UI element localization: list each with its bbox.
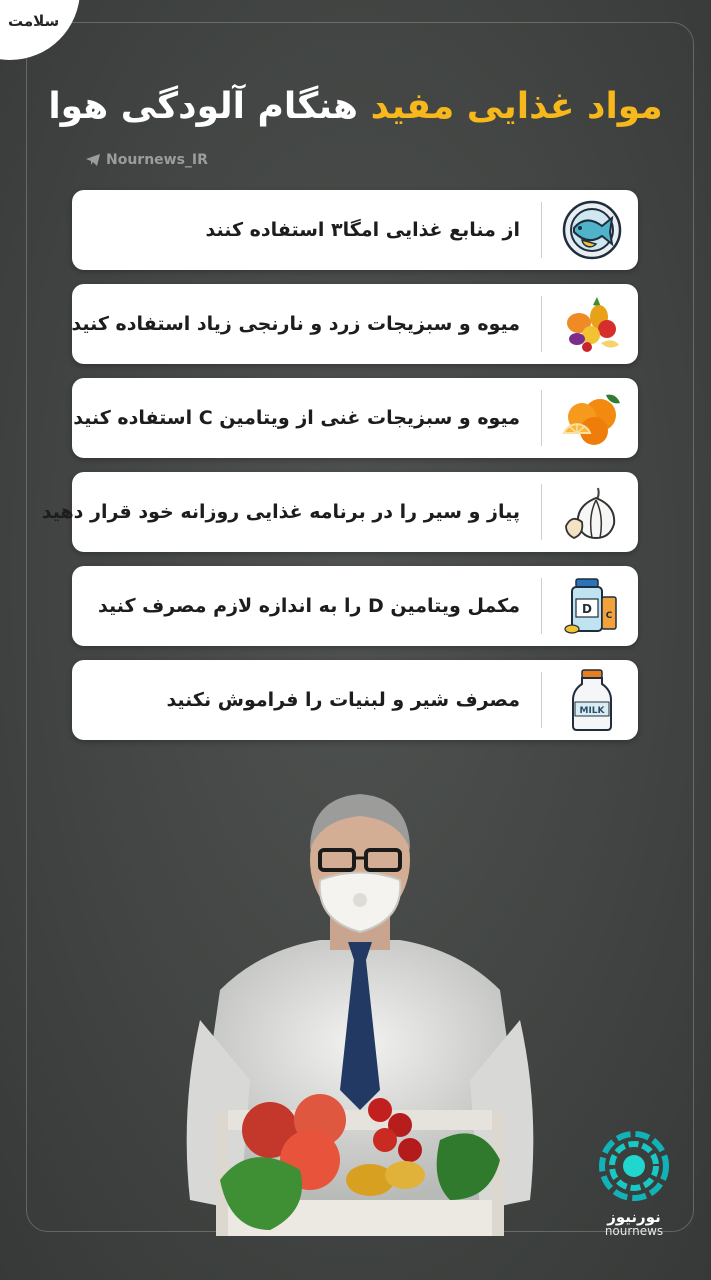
page-title xyxy=(0,86,711,127)
list-item-text: میوه و سبزیجات غنی از ویتامین C استفاده کنید xyxy=(73,407,520,429)
logo-text-en: nournews xyxy=(604,1224,664,1238)
list-item-text: مصرف شیر و لبنیات را فراموش نکنید xyxy=(166,689,520,711)
title-rest: هنگام آلودگی هوا xyxy=(48,86,371,127)
nournews-logo xyxy=(596,1130,672,1240)
card-divider xyxy=(541,578,542,634)
list-item-text: میوه و سبزیجات زرد و نارنجی زیاد استفاده کنید xyxy=(71,313,520,335)
vitamin-c-label: C xyxy=(605,611,613,621)
title-accent: مواد غذایی مفید xyxy=(370,86,663,127)
list-item-text: مکمل ویتامین D را به اندازه لازم مصرف کنید xyxy=(98,595,520,617)
card-divider xyxy=(541,390,542,446)
vitamin-d-label: D xyxy=(582,602,592,616)
list-item xyxy=(72,284,638,364)
list-item-text: از منابع غذایی امگا۳ استفاده کنند xyxy=(205,219,520,241)
list-item xyxy=(72,566,638,646)
fruits-icon xyxy=(560,292,624,356)
list-item xyxy=(72,660,638,740)
source-handle-text: Nournews_IR xyxy=(106,152,208,168)
source-handle xyxy=(86,152,208,168)
list-item-text: پیاز و سیر را در برنامه غذایی روزانه خود قرار دهید xyxy=(41,501,520,523)
card-divider xyxy=(541,672,542,728)
list-item xyxy=(72,190,638,270)
milk-label: MILK xyxy=(579,706,605,716)
card-divider xyxy=(541,296,542,352)
card-divider xyxy=(541,484,542,540)
list-item xyxy=(41,472,638,552)
logo-text-fa: نورنیوز xyxy=(607,1208,661,1226)
milk-bottle-icon xyxy=(560,668,624,732)
fish-plate-icon xyxy=(560,198,624,262)
orange-icon xyxy=(560,386,624,450)
category-badge-label: سلامت xyxy=(8,12,60,30)
telegram-icon xyxy=(86,154,100,166)
man-with-mask-illustration xyxy=(160,780,560,1280)
vitamin-bottle-icon xyxy=(560,574,624,638)
tips-list xyxy=(41,190,638,754)
card-divider xyxy=(541,202,542,258)
garlic-icon xyxy=(560,480,624,544)
list-item xyxy=(72,378,638,458)
nournews-logo-icon xyxy=(598,1130,670,1202)
